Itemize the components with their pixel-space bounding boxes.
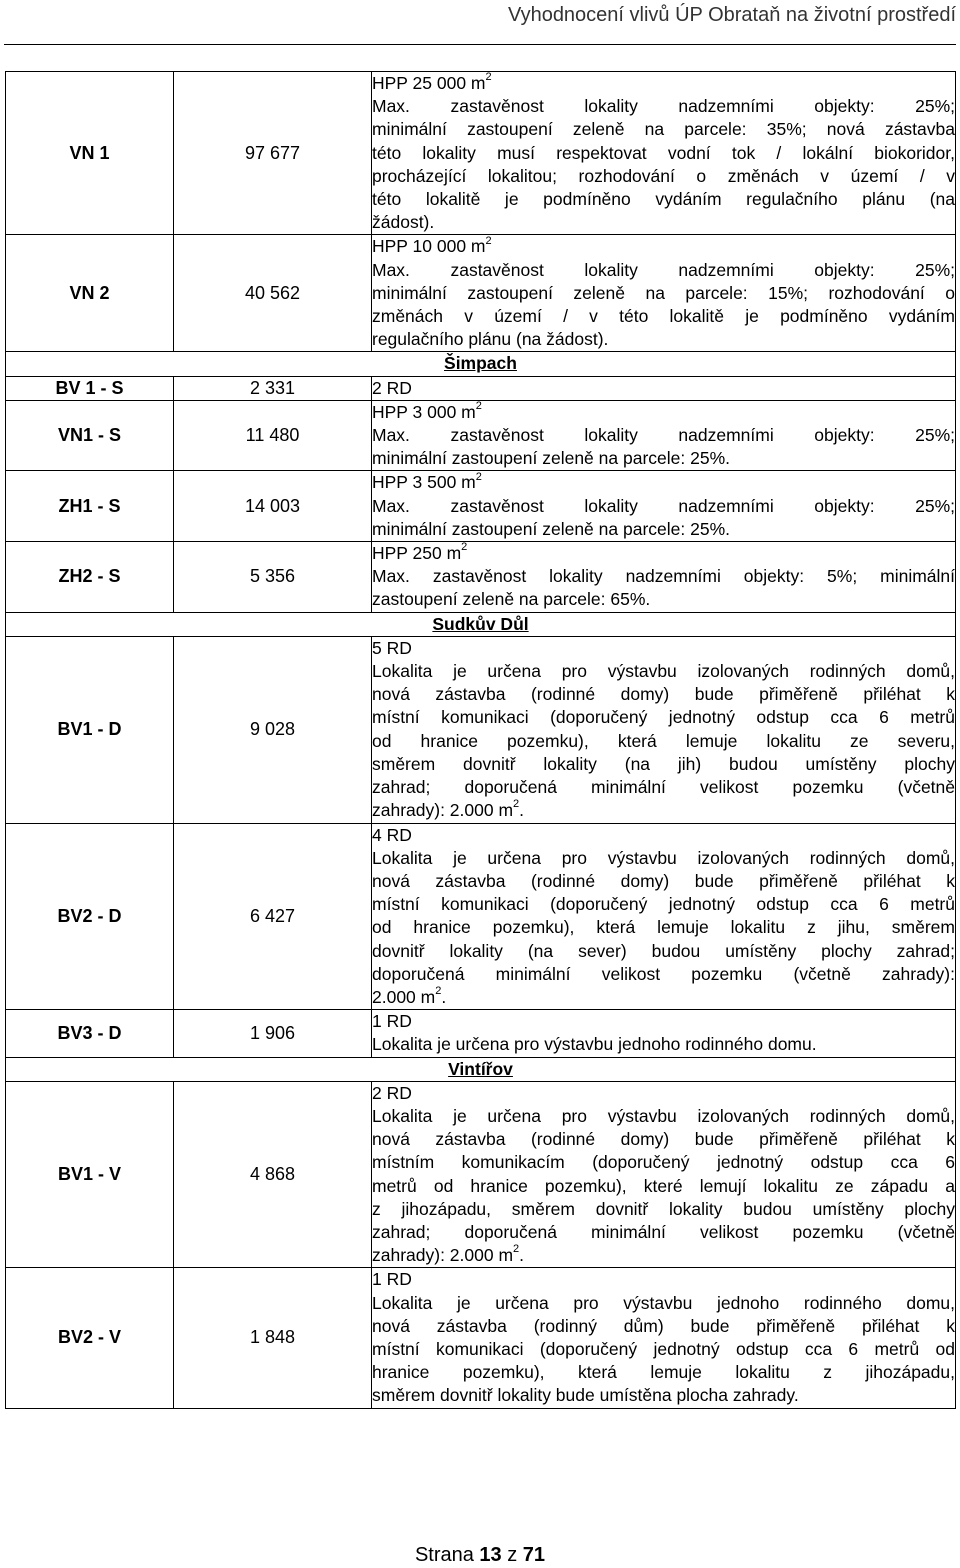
regulation-line [372,447,955,470]
locality-code: BV1 - V [6,1081,174,1268]
regulation-text: minimální zastoupení zeleně na parcele: 35%; nová zástavba [372,119,955,140]
regulation-capacity [372,542,955,565]
capacity-text: 4 RD [372,824,412,845]
locality-row [6,376,956,400]
page-header-title: Vyhodnocení vlivů ÚP Obrataň na životní prostředí [507,4,956,26]
regulation-line [372,870,955,893]
regulation-line [372,165,955,188]
unit-exponent: 2 [513,1243,520,1256]
section-heading-cell [6,612,956,636]
locality-area: 1 848 [174,1268,372,1408]
locality-area: 9 028 [174,636,372,823]
section-heading-cell [6,352,956,376]
section-row [6,1057,956,1081]
locality-area: 6 427 [174,823,372,1010]
unit-exponent: 2 [475,470,482,483]
regulation-text: místní komunikaci (doporučený jednotný odstup cca 6 metrů od [372,1338,955,1359]
regulation-text: procházející lokalitou; rozhodování o změnách v území / v [372,165,955,186]
locality-table [5,71,956,1409]
capacity-text: 5 RD [372,637,412,658]
regulation-text: zastoupení zeleně na parcele: 65%. [372,589,651,610]
section-heading: Šimpach [444,353,517,374]
regulation-text: místní komunikaci (doporučený jednotný odstup cca 6 metrů [372,707,955,728]
regulation-line [372,1244,955,1267]
regulation-line [372,142,955,165]
regulation-text: hranice pozemku), která lemuje lokalitu z jihozápadu, [372,1362,955,1383]
locality-row [6,471,956,542]
regulation-line [372,940,955,963]
regulation-line [372,565,955,588]
regulation-text: nová zástavba (rodinný dům) bude přiměřeně přiléhat k [372,1315,955,1336]
regulation-line [372,986,955,1009]
locality-code: BV2 - D [6,823,174,1010]
regulation-text: směrem dovnitř lokality (na jih) budou umístěny plochy [372,753,955,774]
regulation-text: místním komunikacím (doporučený jednotný odstup cca 6 [372,1152,955,1173]
footer-page-total: 71 [522,1544,546,1566]
regulation-line [372,518,955,541]
regulation-capacity [372,72,955,95]
locality-regulation [372,636,956,823]
locality-code: BV1 - D [6,636,174,823]
regulation-text: minimální zastoupení zeleně na parcele: 15%; rozhodování o [372,282,955,303]
regulation-text: Max. zastavěnost lokality nadzemními objekty: 25%; [372,495,955,516]
regulation-text: regulačního plánu (na žádost). [372,329,609,350]
unit-exponent: 2 [485,234,492,247]
locality-area: 11 480 [174,400,372,471]
regulation-capacity [372,824,955,847]
regulation-capacity [372,471,955,494]
locality-table-body [6,72,956,1409]
section-row [6,352,956,376]
regulation-line [372,588,955,611]
locality-row [6,1268,956,1408]
regulation-text: minimální zastoupení zeleně na parcele: 25%. [372,448,730,469]
regulation-text: Lokalita je určena pro výstavbu jednoho rodinného domu. [372,1034,817,1055]
capacity-text: HPP 10 000 m [372,236,486,257]
regulation-line [372,1151,955,1174]
footer-separator: z [501,1544,523,1566]
section-heading-cell [6,1057,956,1081]
sentence-end: . [441,986,447,1007]
regulation-text: Lokalita je určena pro výstavbu izolovaných rodinných domů, [372,847,955,868]
regulation-text: nová zástavba (rodinné domy) bude přiměřeně přiléhat k [372,1129,955,1150]
locality-code: VN 1 [6,72,174,235]
unit-exponent: 2 [435,985,442,998]
regulation-text: zahrad; doporučená minimální velikost pozemku (včetně [372,1221,955,1242]
regulation-line [372,1361,955,1384]
capacity-text: HPP 3 000 m [372,401,476,422]
regulation-capacity [372,401,955,424]
regulation-text: metrů od hranice pozemku), které lemují lokalitu ze západu a [372,1175,955,1196]
locality-row [6,1081,956,1268]
capacity-text: HPP 250 m [372,543,462,564]
regulation-line [372,118,955,141]
regulation-text: místní komunikaci (doporučený jednotný odstup cca 6 metrů [372,894,955,915]
regulation-line [372,730,955,753]
locality-code: VN1 - S [6,400,174,471]
header-divider [4,44,956,45]
section-heading: Vintířov [448,1058,513,1079]
regulation-line [372,328,955,351]
locality-row [6,235,956,352]
locality-regulation [372,823,956,1010]
locality-code: BV3 - D [6,1010,174,1057]
regulation-line [372,753,955,776]
regulation-capacity [372,1010,955,1033]
regulation-line [372,1338,955,1361]
regulation-capacity [372,377,955,400]
locality-code: ZH1 - S [6,471,174,542]
regulation-line [372,259,955,282]
capacity-text: 1 RD [372,1011,412,1032]
regulation-line [372,424,955,447]
unit-exponent: 2 [513,798,520,811]
regulation-text: nová zástavba (rodinné domy) bude přiměřeně přiléhat k [372,684,955,705]
locality-row [6,72,956,235]
regulation-text: od hranice pozemku), která lemuje lokalitu z jihu, směrem [372,917,955,938]
regulation-text: Max. zastavěnost lokality nadzemními objekty: 25%; [372,96,955,117]
regulation-line [372,683,955,706]
regulation-line [372,1198,955,1221]
unit-exponent: 2 [461,541,468,554]
regulation-line [372,282,955,305]
section-heading: Sudkův Důl [432,613,529,634]
regulation-line [372,847,955,870]
regulation-line [372,893,955,916]
regulation-line [372,1315,955,1338]
regulation-text: zahrady): 2.000 m [372,800,514,821]
regulation-text: žádost). [372,212,435,233]
regulation-line [372,799,955,822]
regulation-text: 2.000 m [372,986,436,1007]
regulation-capacity [372,637,955,660]
regulation-line [372,1105,955,1128]
locality-code: BV 1 - S [6,376,174,400]
regulation-capacity [372,1268,955,1291]
locality-area: 5 356 [174,542,372,613]
locality-area: 4 868 [174,1081,372,1268]
regulation-line [372,95,955,118]
locality-row [6,1010,956,1057]
regulation-text: této lokality musí respektovat vodní tok / lokální biokoridor, [372,142,955,163]
regulation-text: od hranice pozemku), která lemuje lokalitu ze severu, [372,730,955,751]
regulation-text: nová zástavba (rodinné domy) bude přiměřeně přiléhat k [372,870,955,891]
sentence-end: . [519,1245,525,1266]
page-footer [0,1544,960,1567]
regulation-text: změnách v území / v této lokalitě je podmíněno vydáním [372,306,955,327]
regulation-text: zahrad; doporučená minimální velikost pozemku (včetně [372,777,955,798]
regulation-text: z jihozápadu, směrem dovnitř lokality budou umístěny plochy [372,1198,955,1219]
capacity-text: 2 RD [372,1082,412,1103]
regulation-text: Lokalita je určena pro výstavbu izolovaných rodinných domů, [372,1105,955,1126]
unit-exponent: 2 [485,71,492,84]
sentence-end: . [519,800,525,821]
locality-area: 40 562 [174,235,372,352]
regulation-line [372,1175,955,1198]
locality-area: 2 331 [174,376,372,400]
regulation-line [372,188,955,211]
regulation-line [372,660,955,683]
locality-regulation [372,376,956,400]
regulation-capacity [372,1082,955,1105]
capacity-text: HPP 25 000 m [372,73,486,93]
regulation-line [372,706,955,729]
regulation-text: doporučená minimální velikost pozemku (včetně zahrady): [372,963,955,984]
capacity-text: 1 RD [372,1269,412,1290]
regulation-text: Max. zastavěnost lokality nadzemními objekty: 25%; [372,425,955,446]
locality-row [6,636,956,823]
regulation-line [372,1128,955,1151]
locality-regulation [372,1010,956,1057]
locality-row [6,542,956,613]
unit-exponent: 2 [475,400,482,413]
regulation-text: Max. zastavěnost lokality nadzemními objekty: 25%; [372,259,955,280]
section-row [6,612,956,636]
regulation-line [372,211,955,234]
locality-area: 1 906 [174,1010,372,1057]
regulation-text: dovnitř lokality (na sever) budou umístěny plochy zahrad; [372,940,955,961]
locality-code: ZH2 - S [6,542,174,613]
locality-regulation [372,471,956,542]
locality-area: 14 003 [174,471,372,542]
regulation-line [372,305,955,328]
locality-regulation [372,1081,956,1268]
locality-regulation [372,235,956,352]
regulation-line [372,776,955,799]
regulation-line [372,1221,955,1244]
locality-row [6,400,956,471]
regulation-line [372,1292,955,1315]
footer-page-number: 13 [479,1544,502,1566]
regulation-text: Lokalita je určena pro výstavbu izolovaných rodinných domů, [372,661,955,682]
regulation-text: zahrady): 2.000 m [372,1245,514,1266]
regulation-line [372,916,955,939]
regulation-line [372,1384,955,1407]
locality-code: VN 2 [6,235,174,352]
regulation-text: této lokalitě je podmíněno vydáním regulačního plánu (na [372,189,955,210]
regulation-capacity [372,235,955,258]
locality-code: BV2 - V [6,1268,174,1408]
locality-regulation [372,1268,956,1408]
regulation-line [372,963,955,986]
regulation-text: Lokalita je určena pro výstavbu jednoho rodinného domu, [372,1292,955,1313]
capacity-text: 2 RD [372,377,412,398]
regulation-line [372,495,955,518]
footer-prefix: Strana [414,1544,480,1566]
locality-regulation [372,400,956,471]
regulation-text: minimální zastoupení zeleně na parcele: 25%. [372,518,730,539]
regulation-text: směrem dovnitř lokality bude umístěna plocha zahrady. [372,1385,799,1406]
regulation-text: Max. zastavěnost lokality nadzemními objekty: 5%; minimální [372,566,955,587]
capacity-text: HPP 3 500 m [372,472,476,493]
regulation-line [372,1033,955,1056]
locality-regulation [372,542,956,613]
locality-row [6,823,956,1010]
locality-area: 97 677 [174,72,372,235]
locality-regulation [372,72,956,235]
